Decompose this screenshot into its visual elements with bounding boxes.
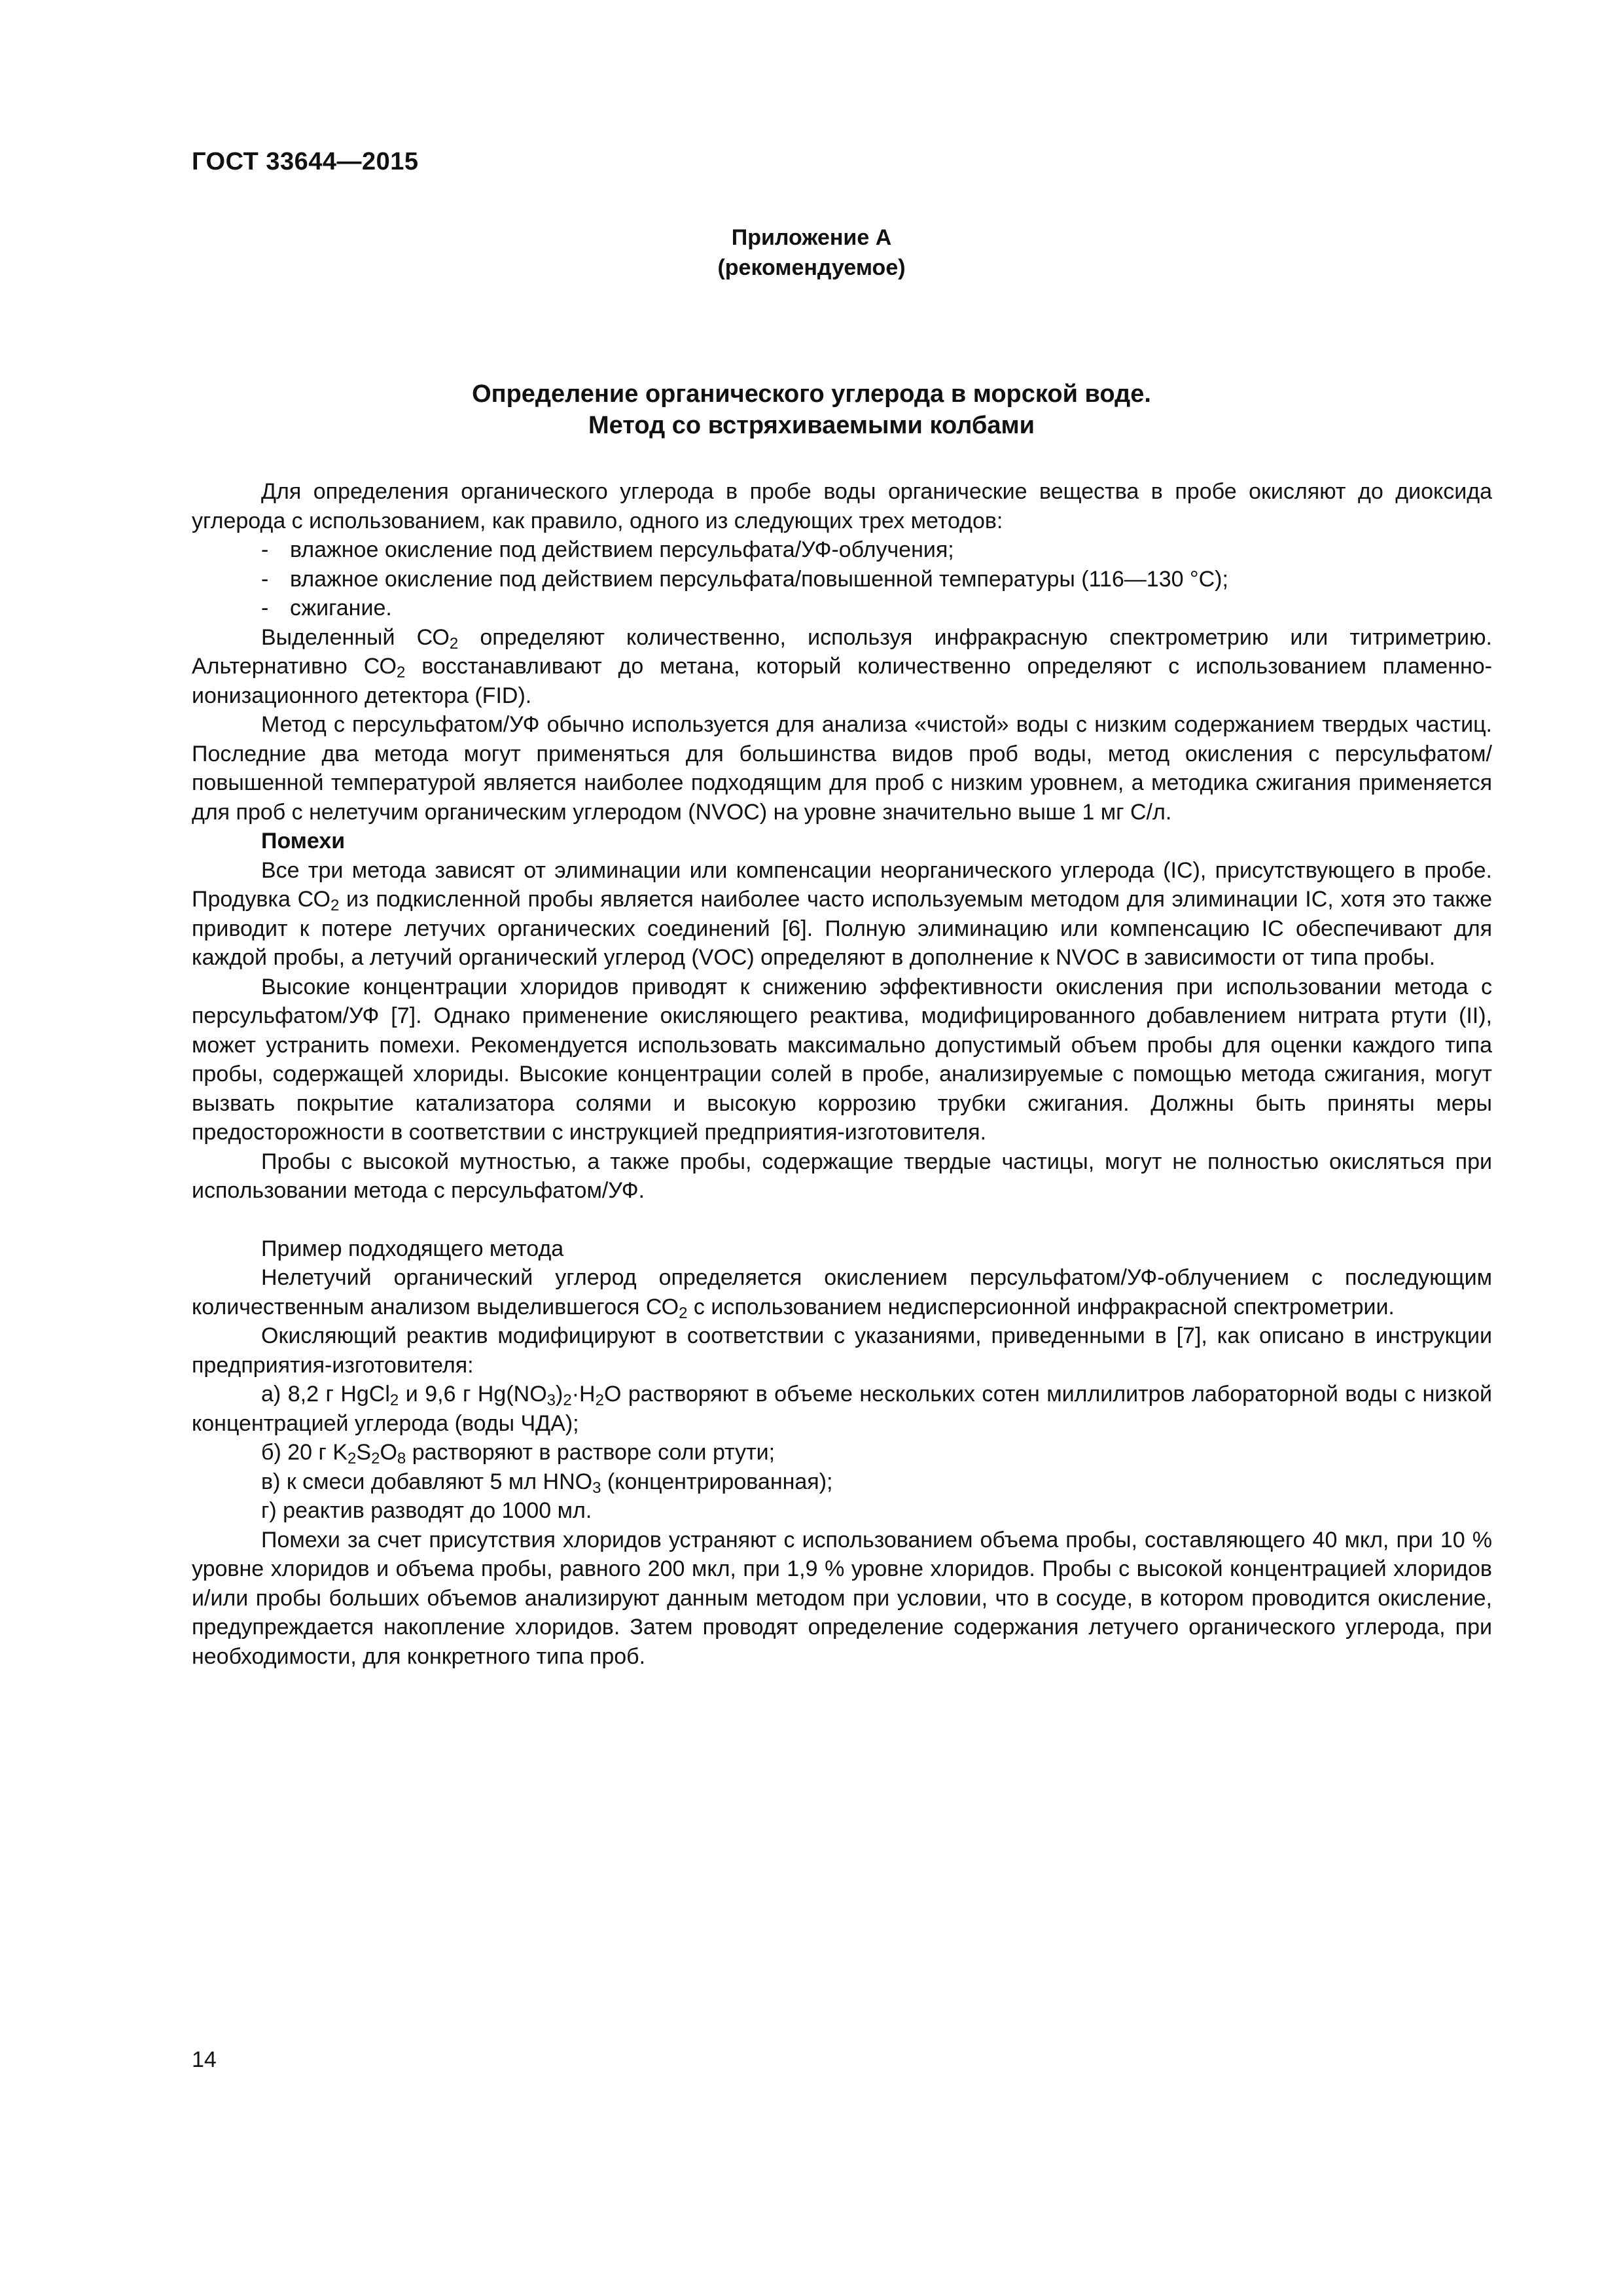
paragraph-co2-detection: Выделенный $СО_2$ определяют количественно, используя инфракрасную спектрометрию или титриметрию. Альтернативно $СО_2$ восстанавливают до метана, который количественно определяют с использованием пламенно-ионизационного детектора (FID).: [192, 624, 1492, 708]
paragraph-reagent: Окисляющий реактив модифицируют в соответствии с указаниями, приведенными в [7], как описано в инструкции предприятия-изготовителя:: [192, 1323, 1492, 1378]
reagent-step-a: а) 8,2 г HgCl$_2$ и 9,6 г $Hg(NO_3)_2\cdot H_2O$ растворяют в объеме нескольких сотен миллилитров лабораторной воды с низкой концентрацией углерода (воды ЧДА);: [192, 1382, 1493, 1436]
spacer: [192, 1206, 1492, 1234]
reagent-step-c: в) к смеси добавляют 5 мл $HNO_3$ (концентрированная);: [261, 1469, 833, 1497]
example-heading: Пример подходящего метода: [261, 1236, 564, 1261]
list-item-text: влажное окисление под действием персульфата/повышенной температуры (116—130 °С);: [290, 566, 1228, 592]
reagent-step-b: б) 20 г $K_2S_2O_8$ растворяют в растворе соли ртути;: [261, 1440, 776, 1467]
list-dash: -: [261, 537, 269, 562]
list-item: [192, 565, 1492, 594]
paragraph-inorganic-carbon: Все три метода зависят от элиминации или компенсации неорганического углерода (IC), присутствующего в пробе. Продувка $СО_2$ из подкисленной пробы является наиболее часто используемым методом для элиминации IC, хотя это также приводит к потере летучих органических соединений [6]. Полную элиминацию или компенсацию IC обеспечивают для каждой пробы, а летучий органический углерод (VOC) определяют в дополнение к NVOC в зависимости от типа пробы.: [192, 857, 1493, 970]
list-item: [192, 594, 1492, 623]
list-item-text: сжигание.: [290, 596, 392, 620]
reagent-step-d: г) реактив разводят до 1000 мл.: [261, 1498, 592, 1523]
paragraph-turbidity: Пробы с высокой мутностью, а также пробы, содержащие твердые частицы, могут не полностью окисляться при использовании метода с персульфатом/УФ.: [192, 1149, 1492, 1203]
paragraph-example-method: Нелетучий органический углерод определяется окислением персульфатом/УФ-облучением с последующим количественным анализом выделившегося $СО_2$ с использованием недисперсионной инфракрасной спектрометрии.: [192, 1265, 1492, 1322]
body-text: [192, 477, 1492, 1671]
appendix-heading: [0, 223, 1623, 283]
appendix-title: Приложение А: [731, 225, 892, 250]
section-title-line-1: Определение органического углерода в морской воде.: [472, 380, 1151, 408]
appendix-status: (рекомендуемое): [717, 255, 906, 280]
paragraph-chloride-elimination: Помехи за счет присутствия хлоридов устраняют с использованием объема пробы, составляющего 40 мкл, при 10 % уровне хлоридов и объема пробы, равного 200 мкл, при 1,9 % уровне хлоридов. Пробы с высокой концентрацией хлоридов и/или пробы больших объемов анализируют данным методом при условии, что в сосуде, в котором проводится окисление, предупреждается накопление хлоридов. Затем проводят определение содержания летучего органического углерода, при необходимости, для конкретного типа проб.: [192, 1527, 1492, 1669]
list-item: [192, 535, 1492, 565]
list-dash: -: [261, 566, 269, 592]
subheading-interference: Помехи: [261, 829, 346, 853]
page-number: 14: [192, 2047, 217, 2072]
section-title-line-2: Метод со встряхиваемыми колбами: [588, 412, 1035, 439]
document-code: ГОСТ 33644—2015: [192, 148, 419, 175]
list-dash: -: [261, 596, 269, 620]
paragraph-methods: Метод с персульфатом/УФ обычно используется для анализа «чистой» воды с низким содержанием твердых частиц. Последние два метода могут применяться для большинства видов проб воды, метод окисления с персульфатом/повышенной температурой является наиболее подходящим для проб с низким уровнем, а методика сжигания применяется для проб с нелетучим органическим углеродом (NVOC) на уровне значительно выше 1 мг С/л.: [192, 712, 1492, 825]
section-title: [0, 378, 1623, 441]
list-item-text: влажное окисление под действием персульфата/УФ-облучения;: [290, 537, 954, 562]
paragraph-intro: Для определения органического углерода в пробе воды органические вещества в пробе окисляют до диоксида углерода с использованием, как правило, одного из следующих трех методов:: [192, 479, 1492, 533]
paragraph-chlorides: Высокие концентрации хлоридов приводят к снижению эффективности окисления при использовании метода с персульфатом/УФ [7]. Однако применение окисляющего реактива, модифицированного добавлением нитрата ртути (II), может устранить помехи. Рекомендуется использовать максимально допустимый объем пробы для оценки каждого типа пробы, содержащей хлориды. Высокие концентрации солей в пробе, анализируемые с помощью метода сжигания, могут вызвать покрытие катализатора солями и высокую коррозию трубки сжигания. Должны быть приняты меры предосторожности в соответствии с инструкцией предприятия-изготовителя.: [192, 974, 1492, 1145]
